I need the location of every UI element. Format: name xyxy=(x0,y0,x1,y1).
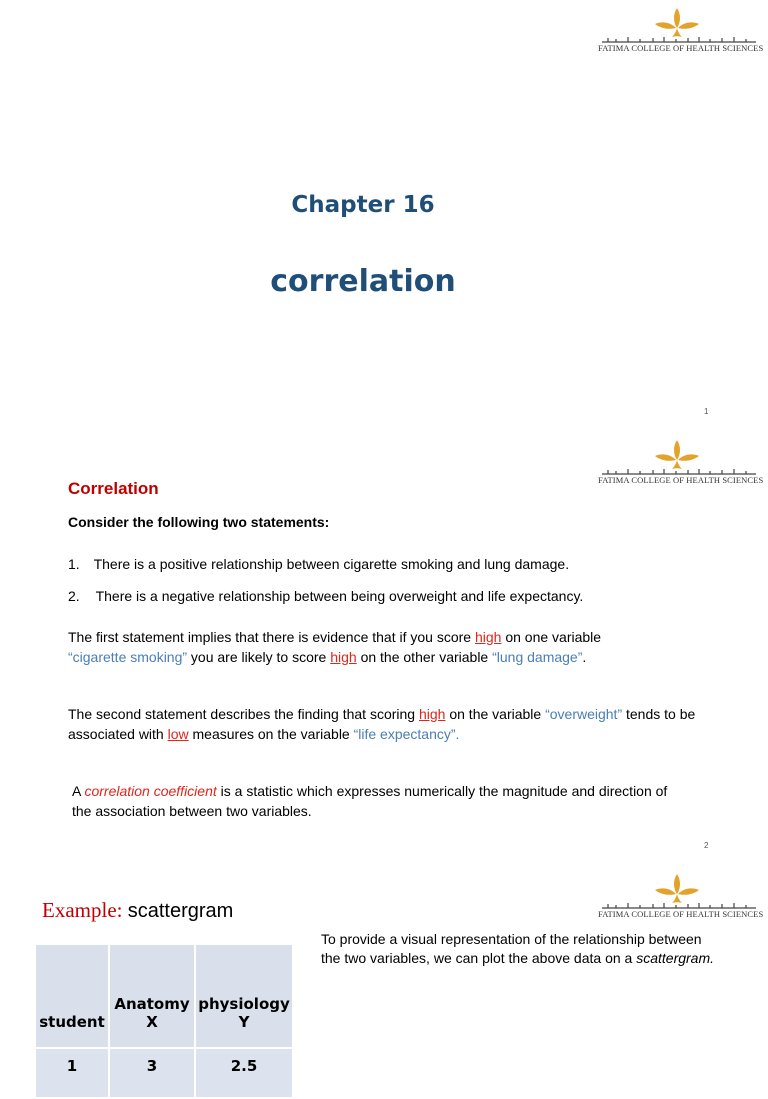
term-scattergram: scattergram. xyxy=(636,950,715,966)
table-cell: 3 xyxy=(109,1048,195,1098)
table-cell: 2.5 xyxy=(195,1048,293,1098)
slide-3 xyxy=(0,860,768,1075)
table-header-row xyxy=(35,944,293,1048)
intro-text: Consider the following two statements: xyxy=(68,514,330,530)
highlight-high: high xyxy=(330,648,357,665)
slide-title: correlation xyxy=(270,264,456,299)
para-text: on one variable xyxy=(501,629,602,645)
highlight-low: low xyxy=(167,725,189,742)
statement-text: There is a negative relationship between being overweight and life expectancy. xyxy=(95,588,584,604)
table-cell: 1 xyxy=(35,1048,109,1098)
para-text: is a statistic which expresses numerically the magnitude and direction of the association between two variables. xyxy=(72,783,668,819)
logo-arabic-text xyxy=(598,32,760,42)
logo-arabic-text xyxy=(598,898,760,908)
data-table xyxy=(34,943,294,1099)
statement-text: There is a positive relationship between cigarette smoking and lung damage. xyxy=(93,556,570,572)
header-physiology: physiology Y xyxy=(195,944,293,1048)
term-correlation-coefficient: correlation coefficient xyxy=(84,783,217,799)
slide-1 xyxy=(0,0,768,428)
logo-english-text: FATIMA COLLEGE OF HEALTH SCIENCES xyxy=(598,909,764,919)
para-text: To provide a visual representation of the relationship between the two variables, we can plot the above data on a xyxy=(321,931,702,966)
header-anatomy: Anatomy X xyxy=(109,944,195,1048)
statement-2 xyxy=(68,587,583,607)
paragraph-second-statement xyxy=(68,705,728,744)
section-heading: Correlation xyxy=(68,479,159,498)
paragraph-definition xyxy=(72,782,682,821)
para-text: . xyxy=(582,648,587,665)
college-logo xyxy=(598,6,764,58)
para-text: on the other variable xyxy=(356,648,493,665)
para-text: The first statement implies that there is evidence that if you score xyxy=(68,629,475,645)
variable-life-expectancy: “life expectancy”. xyxy=(353,725,460,742)
variable-lung-damage: “lung damage” xyxy=(492,648,583,665)
example-topic: scattergram xyxy=(127,900,234,922)
para-text: on the variable xyxy=(445,706,546,722)
para-text: The second statement describes the finding that scoring xyxy=(68,706,419,722)
para-text: A xyxy=(72,783,85,799)
variable-cigarette-smoking: “cigarette smoking” xyxy=(68,648,188,665)
college-logo xyxy=(598,872,764,924)
slide-number: 2 xyxy=(704,841,709,850)
statement-1 xyxy=(68,555,569,575)
logo-arabic-text xyxy=(598,464,760,474)
example-title xyxy=(42,898,233,923)
paragraph-first-statement xyxy=(68,628,658,667)
slide-2 xyxy=(0,428,768,860)
header-student: student xyxy=(35,944,109,1048)
table-row xyxy=(35,1048,293,1098)
para-text: measures on the variable xyxy=(188,725,354,742)
highlight-high: high xyxy=(474,629,502,645)
variable-overweight: “overweight” xyxy=(545,706,623,722)
statement-number: 1. xyxy=(68,556,80,572)
college-logo xyxy=(598,438,764,490)
slide-number: 1 xyxy=(704,407,709,416)
para-text: you are likely to score xyxy=(187,648,331,665)
scattergram-description xyxy=(321,930,721,968)
logo-english-text: FATIMA COLLEGE OF HEALTH SCIENCES xyxy=(598,475,764,485)
para-text: tends to be associated with xyxy=(68,706,696,742)
statement-number: 2. xyxy=(68,588,80,604)
logo-english-text: FATIMA COLLEGE OF HEALTH SCIENCES xyxy=(598,43,764,53)
highlight-high: high xyxy=(418,706,446,722)
chapter-label: Chapter 16 xyxy=(291,192,435,218)
example-label: Example: xyxy=(42,898,128,922)
